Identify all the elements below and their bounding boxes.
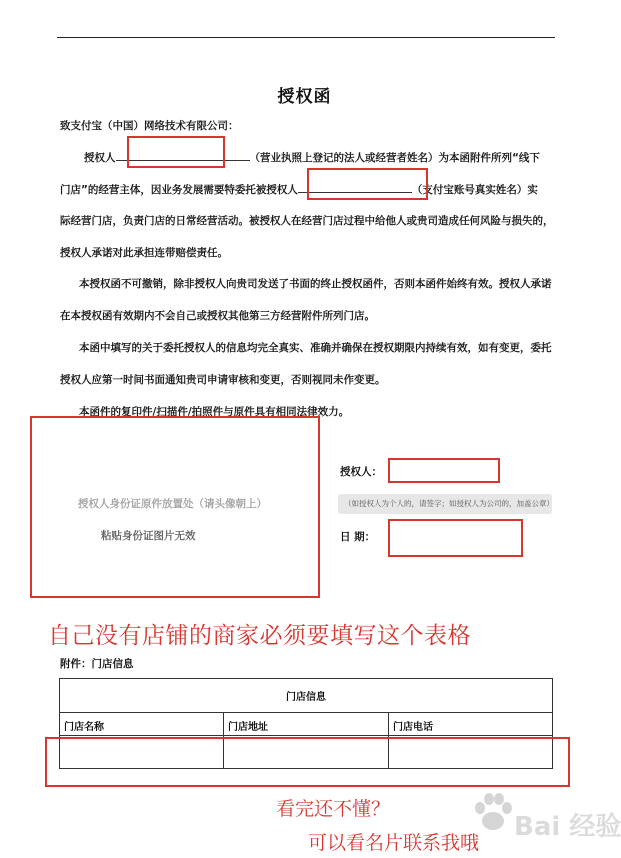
annotation-main: 自己没有店铺的商家必须要填写这个表格 (48, 623, 471, 649)
authorizer-signature-field[interactable] (388, 458, 500, 483)
para3-line2: 授权人应第一时间书面通知贵司申请审核和变更，否则视同未作变更。 (60, 374, 386, 386)
para2-line1: 本授权函不可撤销，除非授权人向贵司发送了书面的终止授权函件，否则本函件始终有效。授权人承诺 (79, 278, 552, 290)
authorizer-label: 授权人： (340, 466, 382, 478)
sign-note: （如授权人为个人的，请签字；如授权人为公司的，加盖公章） (338, 494, 552, 514)
highlight-store-row (45, 737, 570, 787)
column-store-name: 门店名称 (60, 713, 224, 736)
column-store-address: 门店地址 (224, 713, 389, 736)
authorizer-text: 授权人 (84, 152, 116, 164)
para2-line2: 在本授权函有效期内不会自己或授权其他第三方经营附件所列门店。 (60, 310, 375, 322)
para3-line1: 本函中填写的关于委托授权人的信息均完全真实、准确并确保在授权期限内持续有效，如有变更，委托 (79, 342, 552, 354)
para1-line2-b: （支付宝账号真实姓名）实 (411, 184, 538, 196)
para1-line3: 际经营门店，负责门店的日常经营活动。被授权人在经营门店过程中给他人或贵司造成任何风险与损失的， (60, 215, 554, 227)
attachment-label: 附件：门店信息 (60, 658, 134, 670)
store-table-title: 门店信息 (60, 679, 553, 713)
para1-line1-rest: （营业执照上登记的法人或经营者姓名）为本函附件所列“线下 (249, 152, 540, 164)
addressee: 致支付宝（中国）网络技术有限公司： (60, 120, 239, 132)
annotation-contact: 可以看名片联系我哦 (308, 832, 480, 854)
para1-line4: 授权人承诺对此承担连带赔偿责任。 (60, 247, 228, 259)
watermark-text: Bai 经验 (514, 812, 621, 842)
date-label: 日 期： (340, 531, 376, 543)
column-store-phone: 门店电话 (389, 713, 553, 736)
id-card-note: 粘贴身份证图片无效 (101, 530, 196, 542)
highlight-authorizer-name (127, 136, 225, 168)
para4: 本函件的复印件/扫描件/拍照件与原件具有相同法律效力。 (79, 406, 350, 418)
id-card-hint: 授权人身份证原件放置处（请头像朝上） (78, 498, 267, 510)
annotation-question: 看完还不懂？ (276, 798, 391, 820)
para1-line2 (60, 182, 538, 197)
top-rule (57, 37, 555, 38)
date-field[interactable] (388, 519, 523, 557)
document-title: 授权函 (277, 87, 332, 107)
baidu-watermark (468, 788, 621, 848)
para1-line2-a: 门店”的经营主体，因业务发展需要特委托被授权人 (60, 184, 298, 196)
highlight-delegate-name (307, 168, 428, 200)
